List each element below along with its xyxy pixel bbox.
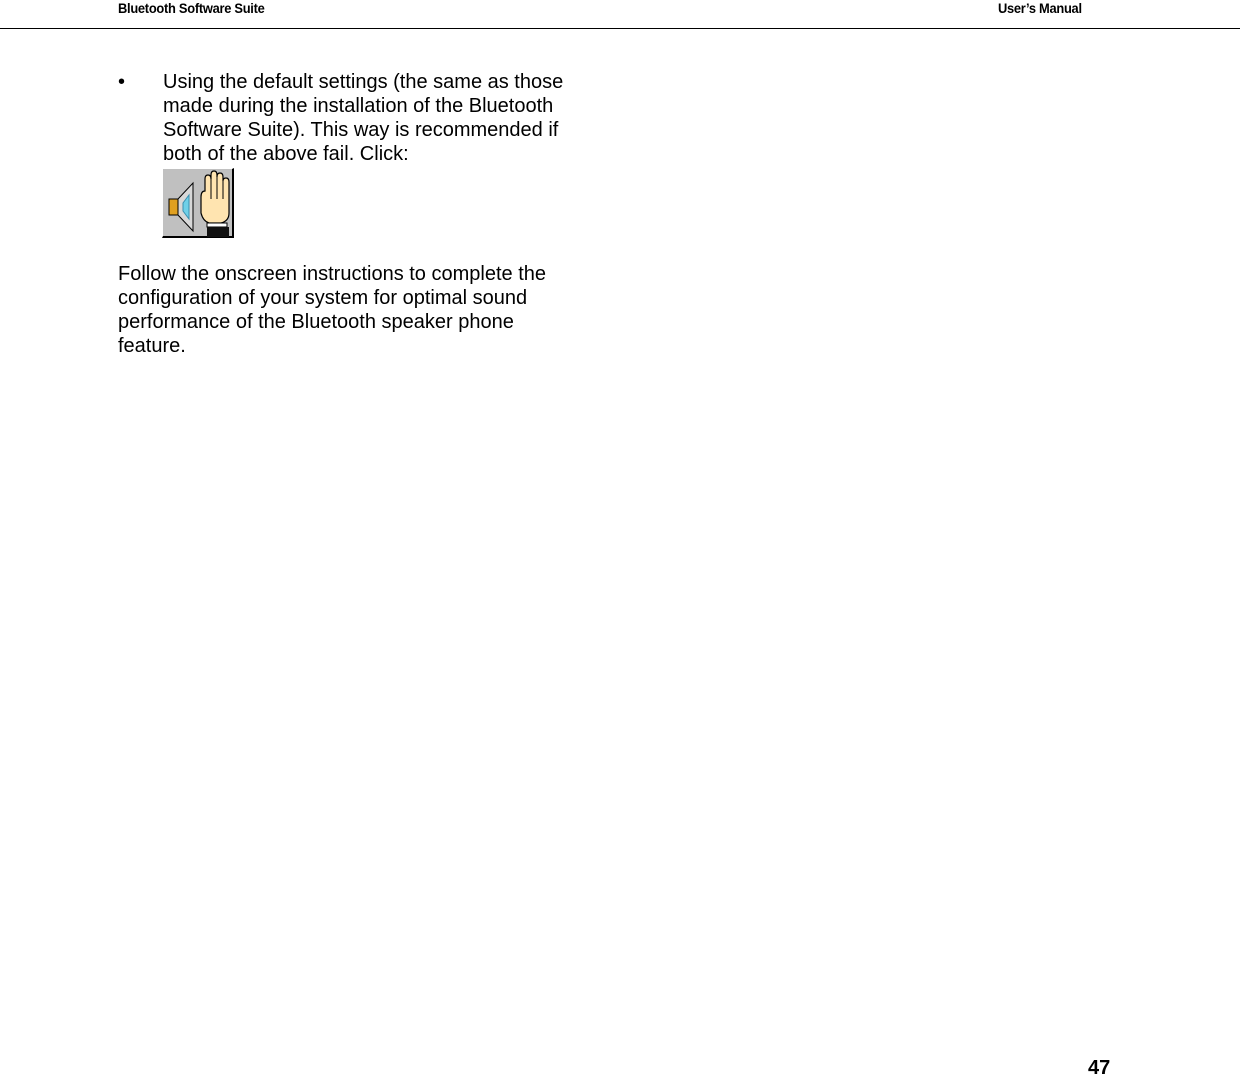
default-settings-button[interactable] [162, 168, 234, 238]
bullet-text: Using the default settings (the same as those made during the installation of the Bluetooth Software Suite). This way is recommended if both of the above fail. Click: [163, 71, 564, 165]
header-divider [0, 28, 1240, 29]
instruction-paragraph: Follow the onscreen instructions to complete the configuration of your system for optimal sound performance of the Bluetooth speaker phone feature. [118, 263, 546, 357]
bullet-marker: • [118, 71, 126, 93]
speaker-hand-icon [163, 169, 233, 237]
header-manual-label: User’s Manual [998, 0, 1082, 16]
page-number: 47 [1088, 1057, 1111, 1079]
header-title: Bluetooth Software Suite [118, 0, 265, 16]
